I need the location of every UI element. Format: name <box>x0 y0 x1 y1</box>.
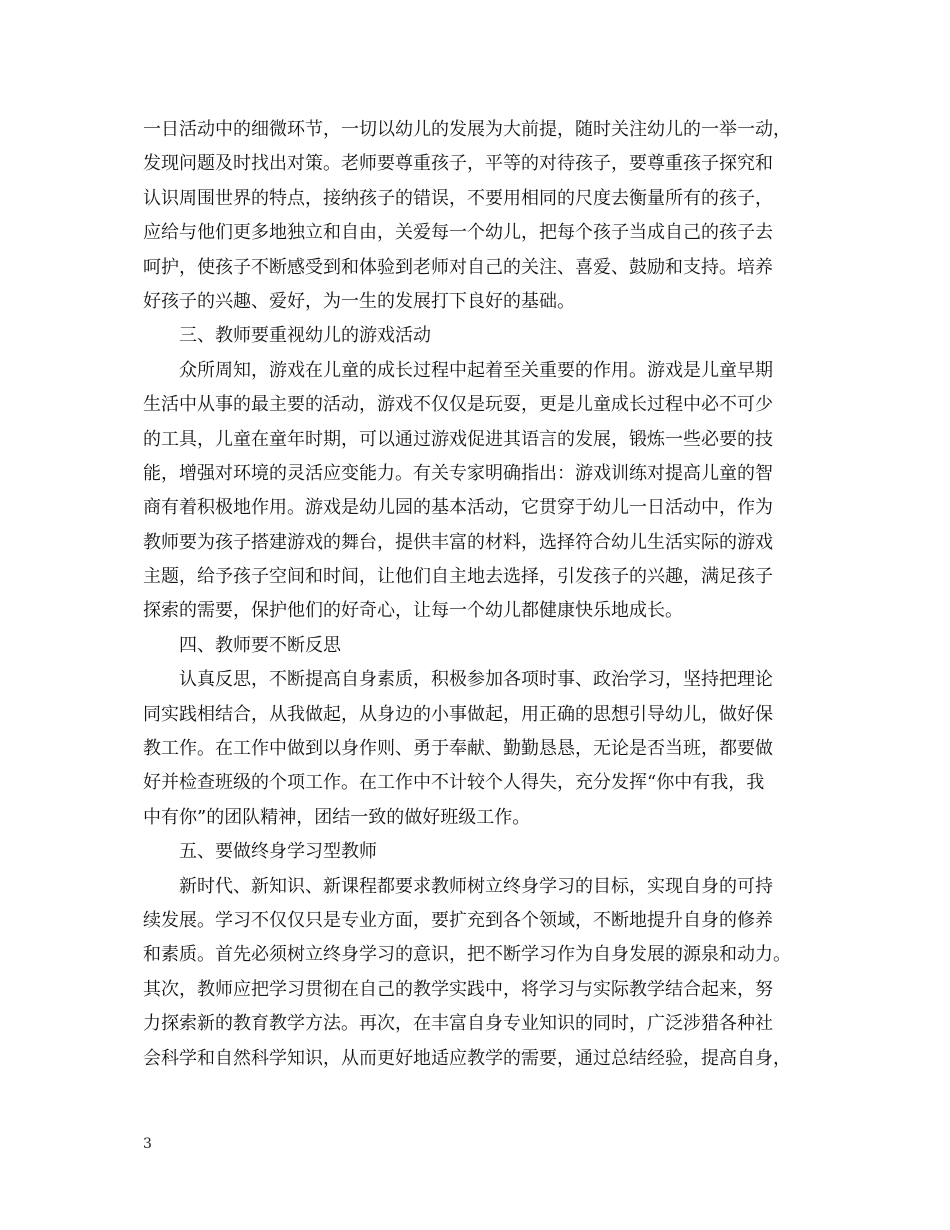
text-line: 会科学和自然科学知识，从而更好地适应教学的需要，通过总结经验，提高自身， <box>143 1047 791 1069</box>
text-line: 认识周围世界的特点，接纳孩子的错误，不要用相同的尺度去衡量所有的孩子， <box>143 187 773 209</box>
text-line: 的工具，儿童在童年时期，可以通过游戏促进其语言的发展，锻炼一些必要的技 <box>143 428 773 450</box>
text-line: 好孩子的兴趣、爱好，为一生的发展打下良好的基础。 <box>143 290 575 312</box>
text-line: 同实践相结合，从我做起，从身边的小事做起，用正确的思想引导幼儿，做好保 <box>143 703 773 725</box>
document-body <box>143 113 823 1076</box>
text-line: 一日活动中的细微环节，一切以幼儿的发展为大前提，随时关注幼儿的一举一动， <box>143 119 791 140</box>
text-line: 商有着积极地作用。游戏是幼儿园的基本活动，它贯穿于幼儿一日活动中，作为 <box>143 497 773 519</box>
text-line: 和素质。首先必须树立终身学习的意识，把不断学习作为自身发展的源泉和动力。 <box>143 944 791 966</box>
paragraph-first-line: 众所周知，游戏在儿童的成长过程中起着至关重要的作用。游戏是儿童早期 <box>179 359 773 381</box>
text-line: 主题，给予孩子空间和时间，让他们自主地去选择，引发孩子的兴趣，满足孩子 <box>143 566 773 588</box>
text-line: 续发展。学习不仅仅只是专业方面，要扩充到各个领域，不断地提升自身的修养 <box>143 909 773 931</box>
text-line: 教师要为孩子搭建游戏的舞台，提供丰富的材料，选择符合幼儿生活实际的游戏 <box>143 531 773 553</box>
text-line: 其次，教师应把学习贯彻在自己的教学实践中，将学习与实际教学结合起来，努 <box>143 978 773 1000</box>
text-line: 教工作。在工作中做到以身作则、勇于奉献、勤勤恳恳，无论是否当班，都要做 <box>143 738 773 760</box>
paragraph-first-line: 新时代、新知识、新课程都要求教师树立终身学习的目标，实现自身的可持 <box>179 875 773 897</box>
page-number: 3 <box>143 1136 152 1152</box>
text-line: 能，增强对环境的灵活应变能力。有关专家明确指出：游戏训练对提高儿童的智 <box>143 462 773 484</box>
text-line: 应给与他们更多地独立和自由，关爱每一个幼儿，把每个孩子当成自己的孩子去 <box>143 222 773 244</box>
section-heading: 五、要做终身学习型教师 <box>179 841 377 863</box>
text-line: 中有你”的团队精神，团结一致的做好班级工作。 <box>143 806 531 828</box>
section-heading: 四、教师要不断反思 <box>179 634 341 656</box>
section-heading: 三、教师要重视幼儿的游戏活动 <box>179 325 431 347</box>
text-line: 发现问题及时找出对策。老师要尊重孩子，平等的对待孩子，要尊重孩子探究和 <box>143 153 773 175</box>
text-line: 呵护，使孩子不断感受到和体验到老师对自己的关注、喜爱、鼓励和支持。培养 <box>143 256 773 278</box>
text-line: 力探索新的教育教学方法。再次，在丰富自身专业知识的同时，广泛涉猎各种社 <box>143 1013 773 1035</box>
text-line: 探索的需要，保护他们的好奇心，让每一个幼儿都健康快乐地成长。 <box>143 600 683 622</box>
text-line: 生活中从事的最主要的活动，游戏不仅仅是玩耍，更是儿童成长过程中必不可少 <box>143 394 773 416</box>
text-line: 好并检查班级的个项工作。在工作中不计较个人得失，充分发挥“你中有我，我 <box>143 772 765 794</box>
paragraph-first-line: 认真反思，不断提高自身素质，积极参加各项时事、政治学习，坚持把理论 <box>179 669 773 691</box>
